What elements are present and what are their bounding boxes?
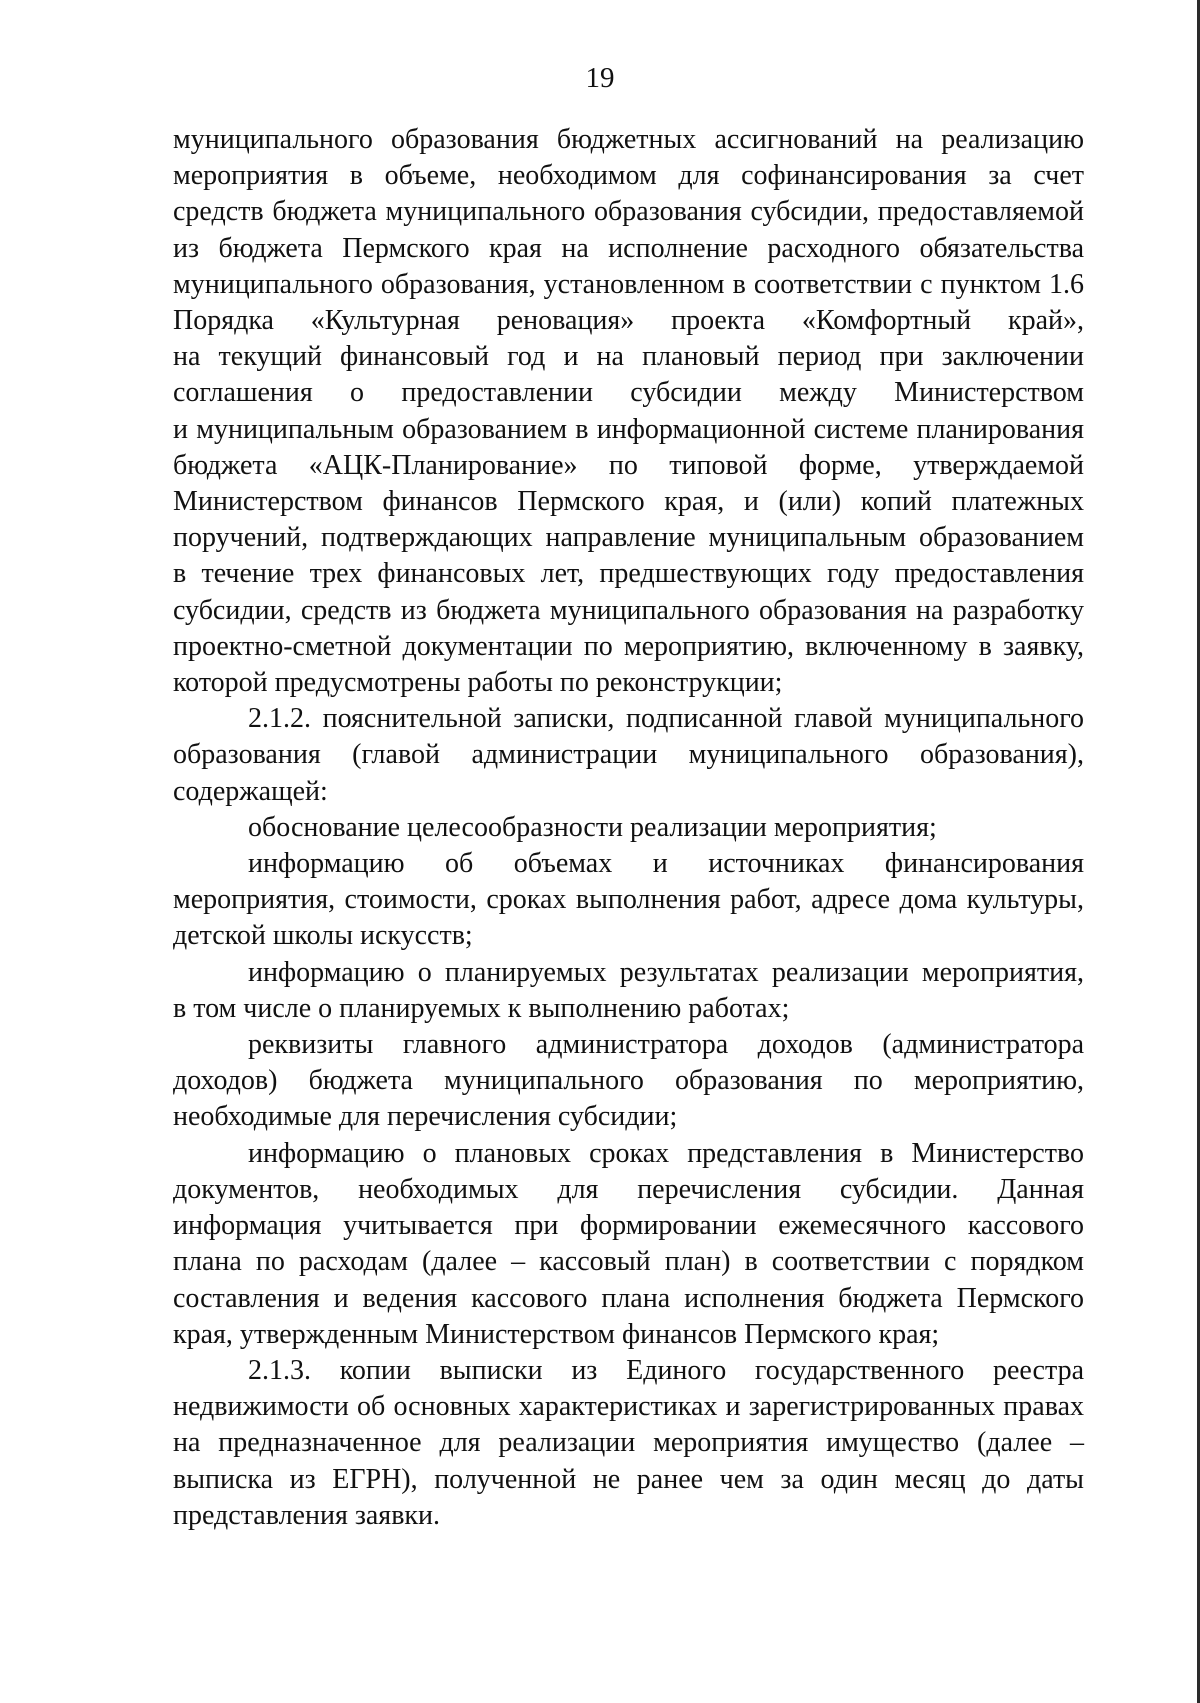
- text-line: содержащей:: [173, 775, 328, 807]
- paragraph: [173, 701, 1084, 810]
- text-line: выписка из ЕГРН), полученной не ранее чем за один месяц до даты: [173, 1463, 1084, 1495]
- paragraph: [173, 1136, 1084, 1353]
- text-line: которой предусмотрены работы по реконструкции;: [173, 667, 783, 699]
- page-number: 19: [585, 62, 615, 94]
- text-line: края, утвержденным Министерством финансов Пермского края;: [173, 1318, 940, 1350]
- text-line: на текущий финансовый год и на плановый период при заключении: [173, 341, 1084, 373]
- paragraph: [173, 1353, 1084, 1534]
- text-line: документов, необходимых для перечисления субсидии. Данная: [173, 1173, 1084, 1205]
- paragraph: [173, 122, 1084, 701]
- text-line: представления заявки.: [173, 1499, 440, 1531]
- text-line: бюджета «АЦК-Планирование» по типовой форме, утверждаемой: [173, 449, 1084, 481]
- text-line: реквизиты главного администратора доходов (администратора: [248, 1029, 1084, 1061]
- text-line: образования (главой администрации муниципального образования),: [173, 739, 1084, 771]
- text-line: соглашения о предоставлении субсидии между Министерством: [173, 377, 1084, 409]
- text-line: поручений, подтверждающих направление муниципальным образованием: [173, 522, 1084, 554]
- document-body: [173, 122, 1084, 1534]
- text-line: 2.1.3. копии выписки из Единого государственного реестра: [248, 1354, 1084, 1386]
- paragraph: [173, 810, 1084, 846]
- text-line: плана по расходам (далее – кассовый план) в соответствии с порядком: [173, 1246, 1084, 1278]
- text-line: составления и ведения кассового плана исполнения бюджета Пермского: [173, 1282, 1084, 1314]
- text-line: из бюджета Пермского края на исполнение расходного обязательства: [173, 232, 1084, 264]
- text-line: Министерством финансов Пермского края, и (или) копий платежных: [173, 486, 1084, 518]
- text-line: обоснование целесообразности реализации мероприятия;: [248, 811, 937, 843]
- text-line: в течение трех финансовых лет, предшествующих году предоставления: [173, 558, 1084, 590]
- text-line: недвижимости об основных характеристиках и зарегистрированных правах: [173, 1391, 1084, 1423]
- text-line: Порядка «Культурная реновация» проекта «Комфортный край»,: [173, 305, 1084, 337]
- text-line: проектно-сметной документации по мероприятию, включенному в заявку,: [173, 630, 1084, 662]
- paragraph: [173, 1027, 1084, 1136]
- text-line: информацию о планируемых результатах реализации мероприятия,: [248, 956, 1084, 988]
- text-line: муниципального образования, установленном в соответствии с пунктом 1.6: [173, 268, 1084, 300]
- text-line: 2.1.2. пояснительной записки, подписанной главой муниципального: [248, 703, 1084, 735]
- text-line: мероприятия в объеме, необходимом для софинансирования за счет: [173, 160, 1084, 192]
- text-line: необходимые для перечисления субсидии;: [173, 1101, 678, 1133]
- text-line: в том числе о планируемых к выполнению работах;: [173, 992, 790, 1024]
- paragraph: [173, 846, 1084, 955]
- text-line: детской школы искусств;: [173, 920, 473, 952]
- text-line: информацию об объемах и источниках финансирования: [248, 848, 1084, 880]
- text-line: средств бюджета муниципального образования субсидии, предоставляемой: [173, 196, 1084, 228]
- text-line: мероприятия, стоимости, сроках выполнения работ, адресе дома культуры,: [173, 884, 1084, 916]
- text-line: на предназначенное для реализации мероприятия имущество (далее –: [173, 1427, 1084, 1459]
- text-line: муниципального образования бюджетных ассигнований на реализацию: [173, 124, 1084, 155]
- text-line: доходов) бюджета муниципального образования по мероприятию,: [173, 1065, 1084, 1097]
- text-line: информацию о плановых сроках представления в Министерство: [248, 1137, 1084, 1169]
- text-line: информация учитывается при формировании ежемесячного кассового: [173, 1210, 1084, 1242]
- paragraph: [173, 955, 1084, 1027]
- text-line: субсидии, средств из бюджета муниципального образования на разработку: [173, 594, 1084, 626]
- text-line: и муниципальным образованием в информационной системе планирования: [173, 413, 1084, 445]
